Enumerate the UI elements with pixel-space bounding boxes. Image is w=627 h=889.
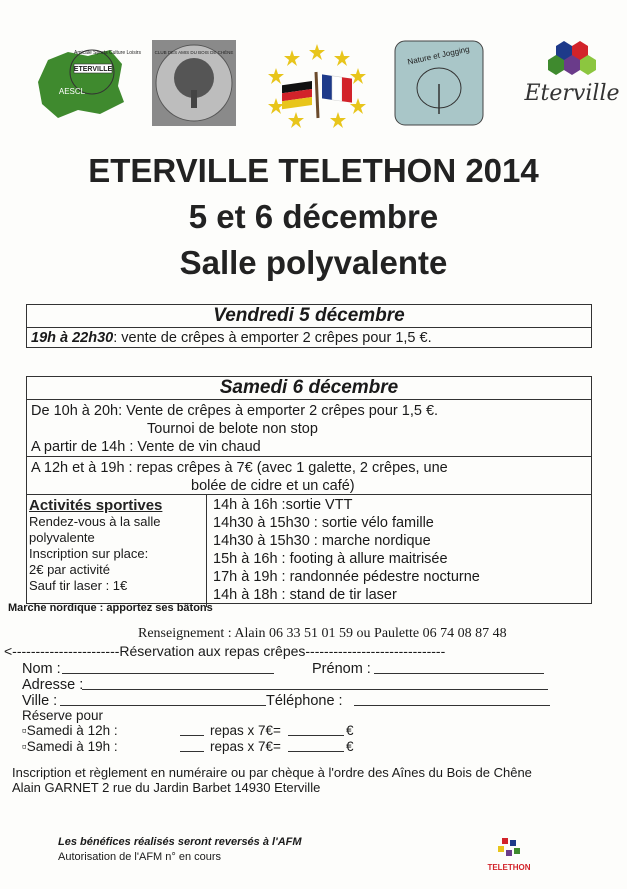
tree-club-logo	[150, 38, 238, 128]
german-flag-icon	[282, 81, 312, 109]
nom-field[interactable]	[62, 673, 274, 674]
telethon-logo-text: TELETHON	[487, 863, 531, 872]
friday-box	[26, 304, 592, 348]
qty-19h-field[interactable]	[180, 751, 204, 752]
telethon-logo	[484, 836, 534, 880]
cut-line: <-----------------------Réservation aux repas crêpes------------------------------	[4, 643, 446, 659]
friday-line	[27, 328, 591, 348]
friday-time: 19h à 22h30	[31, 330, 114, 346]
friday-title: Vendredi 5 décembre	[27, 305, 591, 328]
nature-logo-text: Nature et Jogging	[406, 44, 471, 67]
inscription-line1: Inscription et règlement en numéraire ou par chèque à l'ordre des Aînes du Bois de Chêne	[12, 765, 532, 780]
activity-4: 17h à 19h : randonnée pédestre nocturne	[213, 569, 480, 585]
nom-label: Nom :	[22, 661, 61, 677]
contact-info: Renseignement : Alain 06 33 51 01 59 ou Paulette 06 74 08 87 48	[138, 626, 507, 641]
option-12h[interactable]: ▫Samedi à 12h :	[22, 723, 118, 738]
friday-text: : vente de crêpes à emporter 2 crêpes pour 1,5 €.	[113, 330, 432, 346]
venue-title: Salle polyvalente	[179, 244, 448, 281]
prenom-label: Prénom :	[312, 661, 371, 677]
nordic-note: Marche nordique : apportez ses bâtons	[8, 602, 213, 614]
euro-12h: €	[346, 723, 354, 738]
activity-info-2: Inscription sur place:	[29, 546, 149, 561]
activity-3: 15h à 16h : footing à allure maitrisée	[213, 551, 448, 567]
activity-info-4: Sauf tir laser : 1€	[29, 578, 128, 593]
afm-authorization: Autorisation de l'AFM n° en cours	[58, 851, 222, 863]
euro-19h: €	[346, 739, 354, 754]
adresse-field[interactable]	[82, 689, 548, 690]
qty-12h-field[interactable]	[180, 735, 204, 736]
ville-field[interactable]	[60, 705, 266, 706]
aescl-abbr-text: AESCL	[58, 87, 86, 96]
date-title: 5 et 6 décembre	[188, 198, 439, 235]
saturday-title: Samedi 6 décembre	[27, 377, 591, 400]
eterville-logo-text: Eterville	[524, 81, 620, 106]
saturday-box	[26, 376, 592, 604]
activities-right	[213, 496, 480, 604]
activity-info-3: 2€ par activité	[29, 562, 110, 577]
saturday-meal-cont: bolée de cidre et un café)	[191, 478, 355, 494]
aescl-logo	[30, 42, 141, 122]
activity-5: 14h à 18h : stand de tir laser	[213, 587, 397, 603]
saturday-wine: A partir de 14h : Vente de vin chaud	[31, 439, 261, 455]
activities-title: Activités sportives	[29, 497, 163, 514]
activity-0: 14h à 16h :sortie VTT	[213, 497, 353, 513]
activity-info-0: Rendez-vous à la salle	[29, 514, 161, 529]
page-title: ETERVILLE TELETHON 2014	[88, 152, 539, 189]
repas-19h-label: repas x 7€=	[210, 739, 281, 754]
option-19h[interactable]: ▫Samedi à 19h :	[22, 739, 118, 754]
nature-jogging-logo	[394, 40, 484, 126]
adresse-label: Adresse :	[22, 677, 84, 693]
saturday-belote: Tournoi de belote non stop	[147, 421, 318, 437]
ville-label: Ville :	[22, 693, 58, 709]
prenom-field[interactable]	[374, 673, 544, 674]
repas-12h-label: repas x 7€=	[210, 723, 281, 738]
activities-left	[27, 495, 207, 607]
inscription-line2: Alain GARNET 2 rue du Jardin Barbet 14930 Eterville	[12, 780, 321, 795]
total-12h-field[interactable]	[288, 735, 344, 736]
french-flag-icon	[322, 74, 352, 102]
benefits-note: Les bénéfices réalisés seront reversés à l'AFM	[58, 836, 302, 848]
saturday-crepes: De 10h à 20h: Vente de crêpes à emporter 2 crêpes pour 1,5 €.	[31, 403, 439, 419]
activity-1: 14h30 à 15h30 : sortie vélo famille	[213, 515, 434, 531]
telephone-field[interactable]	[354, 705, 550, 706]
activity-info-1: polyvalente	[29, 530, 95, 545]
aescl-ring-text: Amicale Sports Culture Loisirs	[74, 50, 141, 56]
telephone-label: Téléphone :	[266, 693, 343, 709]
eterville-logo	[526, 36, 618, 116]
total-19h-field[interactable]	[288, 751, 344, 752]
jumelage-flags-logo	[262, 42, 372, 130]
saturday-meal: A 12h et à 19h : repas crêpes à 7€ (avec 1 galette, 2 crêpes, une	[31, 460, 448, 476]
activity-2: 14h30 à 15h30 : marche nordique	[213, 533, 431, 549]
tree-club-ring-text: CLUB DES AMIS DU BOIS DE CHÊNE	[154, 50, 234, 55]
aescl-name-text: ETERVILLE	[73, 66, 113, 73]
reserve-label: Réserve pour	[22, 708, 104, 723]
